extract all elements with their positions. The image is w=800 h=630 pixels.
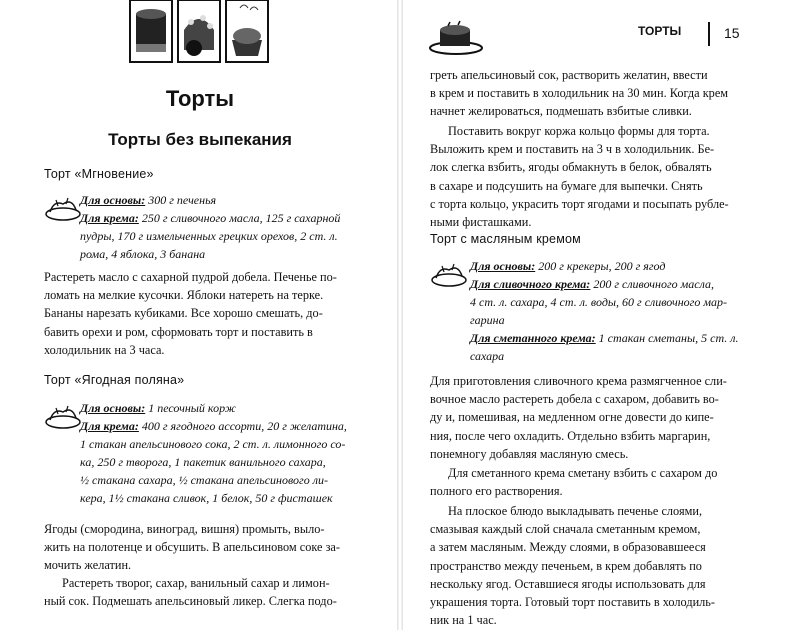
recipe3-instructions-2 [430,464,748,500]
text-line: лок слегка взбить, ягоды обмакнуть в белок, обвалять [430,160,712,175]
cream-line: пудры, 170 г измельченных грецких орехов, 2 ст. л. [80,229,338,243]
recipe2-ingredients [80,399,347,507]
cream-label: Для крема: [80,211,139,225]
recipe2-instructions-cont [44,574,358,610]
text-line: жить на полотенце и обсушить. В апельсиновом соке за- [44,540,340,555]
text-line: Растереть масло с сахарной пудрой добела. Печенье по- [44,270,337,284]
cream-line: 400 г ягодного ассорти, 20 г желатина, [141,419,347,433]
base-label: Для основы: [470,259,536,273]
text-line: Для сметанного крема сметану взбить с сахаром до [448,466,718,480]
text-line: ду и, помешивая, на медленном огне довести до кипе- [430,410,714,425]
right-top-text [430,66,748,121]
text-line: ния, после чего охладить. Отдельно взбить маргарин, [430,428,711,443]
base-text: 300 г печенья [148,193,217,207]
cake-plate-icon [428,20,484,56]
recipe-title: Торт «Мгновение» [44,167,154,181]
cream-line: ка, 250 г творога, 1 пакетик ванильного сахара, [80,455,326,469]
cream-line: 250 г сливочного масла, 125 г сахарной [141,211,341,225]
base-text: 1 песочный корж [148,401,236,415]
text-line: украшения торта. Готовый торт поставить в холодиль- [430,595,715,610]
right-para2 [430,122,748,231]
text-line: в сахаре и подсушить на бумаге для выпечки. Снять [430,178,703,193]
recipe-title: Торт с масляным кремом [430,232,581,246]
recipe3-ingredients [470,257,739,365]
recipe1-ingredients [80,191,340,263]
text-line: Ягоды (смородина, виноград, вишня) промыть, выло- [44,522,325,536]
text-line: Растереть творог, сахар, ванильный сахар и лимон- [62,576,330,590]
cream-line: кера, 1½ стакана сливок, 1 белок, 50 г фисташек [80,491,333,505]
cream-line: 1 стакан апельсинового сока, 2 ст. л. лимонного со- [80,437,346,451]
recipe1-instructions [44,268,358,359]
ingredients-icon [430,262,468,288]
text-line: пространство между печеньем, в крем добавлять по [430,558,702,573]
text-line: На плоское блюдо выкладывать печенье слоями, [448,504,703,518]
recipe3-instructions [430,372,748,463]
text-line: Поставить вокруг коржа кольцо формы для торта. [448,124,710,138]
ingredients-icon [44,196,82,222]
text-line: мочить желатин. [44,558,132,573]
cakes-header-image [128,0,270,70]
text-line: полного его растворения. [430,484,563,499]
text-line: начнет желироваться, подмешать взбитые сливки. [430,104,692,119]
text-line: ный сок. Подмешать апельсиновый ликер. Слегка подо- [44,594,337,609]
cream1-label: Для сливочного крема: [470,277,591,291]
base-text: 200 г крекеры, 200 г ягод [538,259,666,273]
text-line: Выложить крем и поставить на 3 ч в холодильник. Бе- [430,142,715,157]
cream2-label: Для сметанного крема: [470,331,596,345]
cream-line: 4 ст. л. сахара, 4 ст. л. воды, 60 г сливочного мар- [470,295,728,309]
text-line: бавить орехи и ром, сформовать торт и поставить в [44,324,313,339]
header-divider [708,22,710,46]
section-title: Торты без выпекания [108,130,292,149]
cream-line: рома, 4 яблока, 3 банана [80,247,206,261]
text-line: с торта кольцо, украсить торт ягодами и посыпать рубле- [430,196,729,211]
cream-label: Для крема: [80,419,139,433]
text-line: смазывая каждый слой сначала сметанным кремом, [430,522,701,537]
running-head: ТОРТЫ [638,24,682,38]
text-line: Бананы нарезать кубиками. Все хорошо смешать, до- [44,306,323,321]
ingredients-icon [44,404,82,430]
base-label: Для основы: [80,193,146,207]
text-line: нескольку ягод. Оставшиеся ягоды использовать для [430,576,706,591]
book-gutter [397,0,403,630]
text-line: ломать на мелкие кусочки. Яблоки натереть на терке. [44,288,324,303]
text-line: в крем и поставить в холодильник на 30 мин. Когда крем [430,86,729,101]
base-label: Для основы: [80,401,146,415]
text-line: ник на 1 час. [430,613,497,628]
chapter-title: Торты [165,86,235,111]
text-line: ными фисташками. [430,215,532,230]
cream-line: 200 г сливочного масла, [593,277,715,291]
recipe2-instructions [44,520,358,575]
cream-line: гарина [470,313,505,327]
page-number: 15 [724,25,740,41]
text-line: а затем масляным. Между слоями, в образовавшееся [430,540,706,555]
text-line: Для приготовления сливочного крема размягченное сли- [430,374,727,388]
recipe3-instructions-3 [430,502,748,629]
text-line: греть апельсиновый сок, растворить желатин, ввести [430,68,708,82]
cream-line: сахара [470,349,505,363]
recipe-title: Торт «Ягодная поляна» [44,373,185,387]
cream-line: 1 стакан сметаны, 5 ст. л. [598,331,739,345]
text-line: вочное масло растереть добела с сахаром, добавить во- [430,392,719,407]
text-line: понемногу добавляя масляную смесь. [430,446,629,461]
cream-line: ½ стакана сахара, ½ стакана апельсинового ли- [80,473,328,487]
text-line: холодильник на 3 часа. [44,342,165,357]
